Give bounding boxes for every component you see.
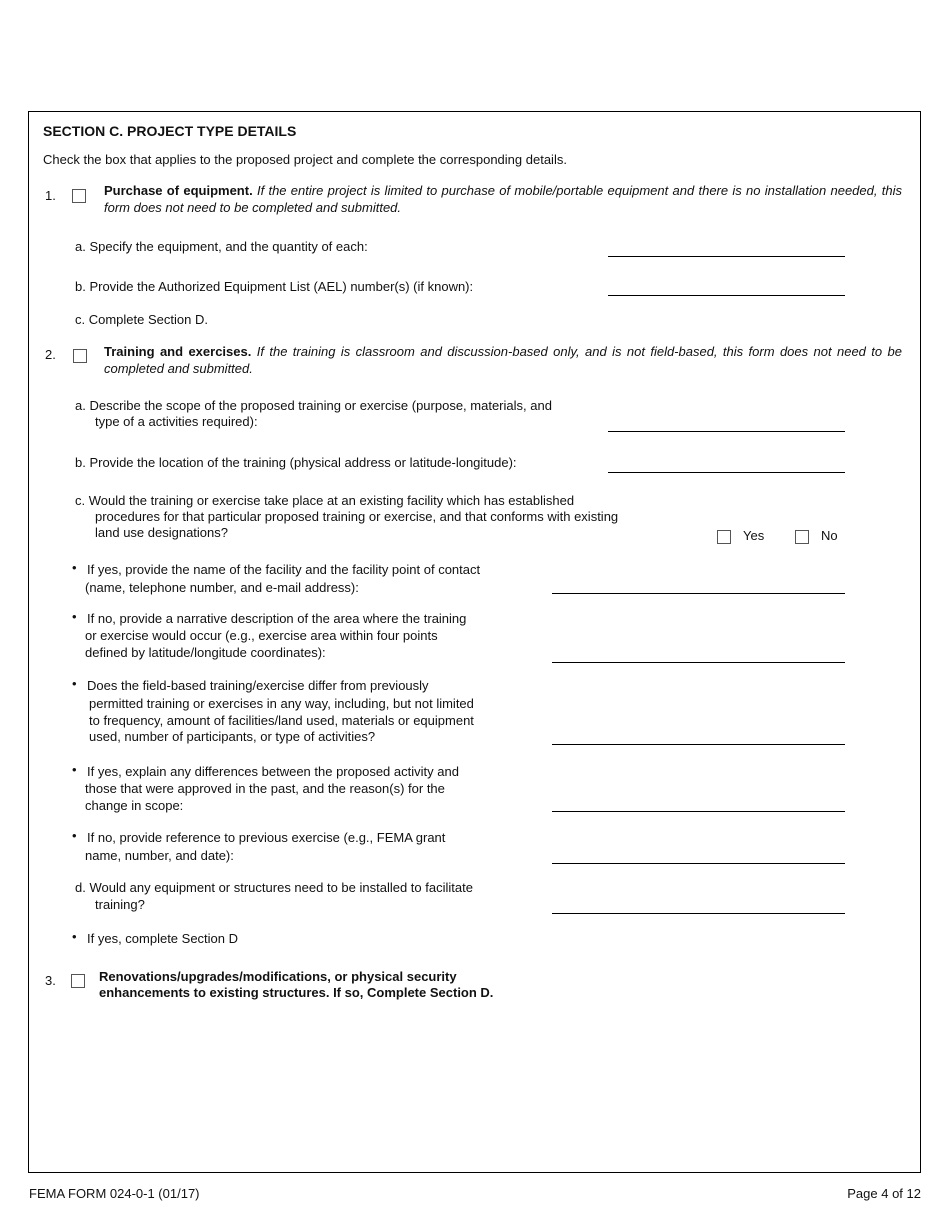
bullet-explain-line3: change in scope: — [85, 798, 184, 813]
bullet-differ-line3: to frequency, amount of facilities/land used, materials or equipment — [89, 713, 474, 728]
bullet-ref-line2: name, number, and date): — [85, 848, 234, 863]
bullet-no-line1: If no, provide a narrative description of the area where the training — [87, 611, 467, 626]
form-number: FEMA FORM 024-0-1 (01/17) — [29, 1186, 200, 1201]
item-2d-label-line2: training? — [95, 897, 145, 912]
bullet-no-answer-line[interactable] — [552, 662, 845, 663]
item-2d-answer-line[interactable] — [552, 913, 845, 914]
item-1-heading: Purchase of equipment. — [104, 183, 253, 198]
item-3-checkbox[interactable] — [71, 974, 85, 988]
item-1-checkbox[interactable] — [72, 189, 86, 203]
item-2d-label-line1: d. Would any equipment or structures need to be installed to facilitate — [75, 880, 473, 895]
item-2-heading: Training and exercises. — [104, 344, 252, 359]
bullet-d: If yes, complete Section D — [87, 931, 239, 946]
item-1-note: If the entire project is limited to purchase of mobile/portable equipment and there is no installation needed, this form does not need to be completed and submitted. — [104, 183, 902, 215]
bullet-icon: • — [72, 929, 77, 944]
bullet-explain-line2: those that were approved in the past, and the reason(s) for the — [85, 781, 445, 796]
bullet-differ-line1: Does the field-based training/exercise differ from previously — [87, 678, 429, 693]
no-label: No — [821, 528, 838, 543]
item-2-description — [104, 343, 902, 377]
bullet-yes-line2: (name, telephone number, and e-mail address): — [85, 580, 359, 595]
page-number: Page 4 of 12 — [847, 1186, 921, 1201]
item-1-number: 1. — [45, 188, 56, 203]
item-1c-label: c. Complete Section D. — [75, 312, 208, 327]
item-2a-label-line2: type of a activities required): — [95, 414, 258, 429]
item-3-number: 3. — [45, 973, 56, 988]
section-intro: Check the box that applies to the proposed project and complete the corresponding details. — [43, 152, 567, 167]
item-1a-label: a. Specify the equipment, and the quantity of each: — [75, 239, 368, 254]
item-3-line2: enhancements to existing structures. If so, Complete Section D. — [99, 985, 494, 1000]
bullet-ref-answer-line[interactable] — [552, 863, 845, 864]
bullet-icon: • — [72, 828, 77, 843]
bullet-differ-line4: used, number of participants, or type of activities? — [89, 729, 376, 744]
bullet-ref-line1: If no, provide reference to previous exercise (e.g., FEMA grant — [87, 830, 446, 845]
yes-label: Yes — [743, 528, 765, 543]
item-3-line1: Renovations/upgrades/modifications, or physical security — [99, 969, 457, 984]
bullet-icon: • — [72, 676, 77, 691]
bullet-no-line3: defined by latitude/longitude coordinates): — [85, 645, 326, 660]
bullet-explain-answer-line[interactable] — [552, 811, 845, 812]
section-title: SECTION C. PROJECT TYPE DETAILS — [43, 123, 297, 139]
bullet-yes-answer-line[interactable] — [552, 593, 845, 594]
bullet-explain-line1: If yes, explain any differences between the proposed activity and — [87, 764, 459, 779]
item-2-number: 2. — [45, 347, 56, 362]
item-2a-answer-line[interactable] — [608, 431, 845, 432]
bullet-no-line2: or exercise would occur (e.g., exercise area within four points — [85, 628, 438, 643]
item-2a-label-line1: a. Describe the scope of the proposed training or exercise (purpose, materials, and — [75, 398, 552, 413]
no-checkbox[interactable] — [795, 530, 809, 544]
bullet-icon: • — [72, 560, 77, 575]
bullet-icon: • — [72, 762, 77, 777]
item-2-note: If the training is classroom and discussion-based only, and is not field-based, this form does not need to be completed and submitted. — [104, 344, 902, 376]
bullet-yes-line1: If yes, provide the name of the facility and the facility point of contact — [87, 562, 481, 577]
item-2c-label-line1: c. Would the training or exercise take place at an existing facility which has established — [75, 493, 575, 508]
bullet-differ-answer-line[interactable] — [552, 744, 845, 745]
bullet-icon: • — [72, 609, 77, 624]
item-1b-label: b. Provide the Authorized Equipment List (AEL) number(s) (if known): — [75, 279, 474, 294]
item-1b-answer-line[interactable] — [608, 295, 845, 296]
item-1-description — [104, 182, 902, 216]
item-2c-label-line2: procedures for that particular proposed training or exercise, and that conforms with existing — [95, 509, 619, 524]
item-1a-answer-line[interactable] — [608, 256, 845, 257]
item-2b-answer-line[interactable] — [608, 472, 845, 473]
item-2c-label-line3: land use designations? — [95, 525, 228, 540]
item-2b-label: b. Provide the location of the training (physical address or latitude-longitude): — [75, 455, 517, 470]
item-2-checkbox[interactable] — [73, 349, 87, 363]
bullet-differ-line2: permitted training or exercises in any way, including, but not limited — [89, 696, 474, 711]
yes-checkbox[interactable] — [717, 530, 731, 544]
